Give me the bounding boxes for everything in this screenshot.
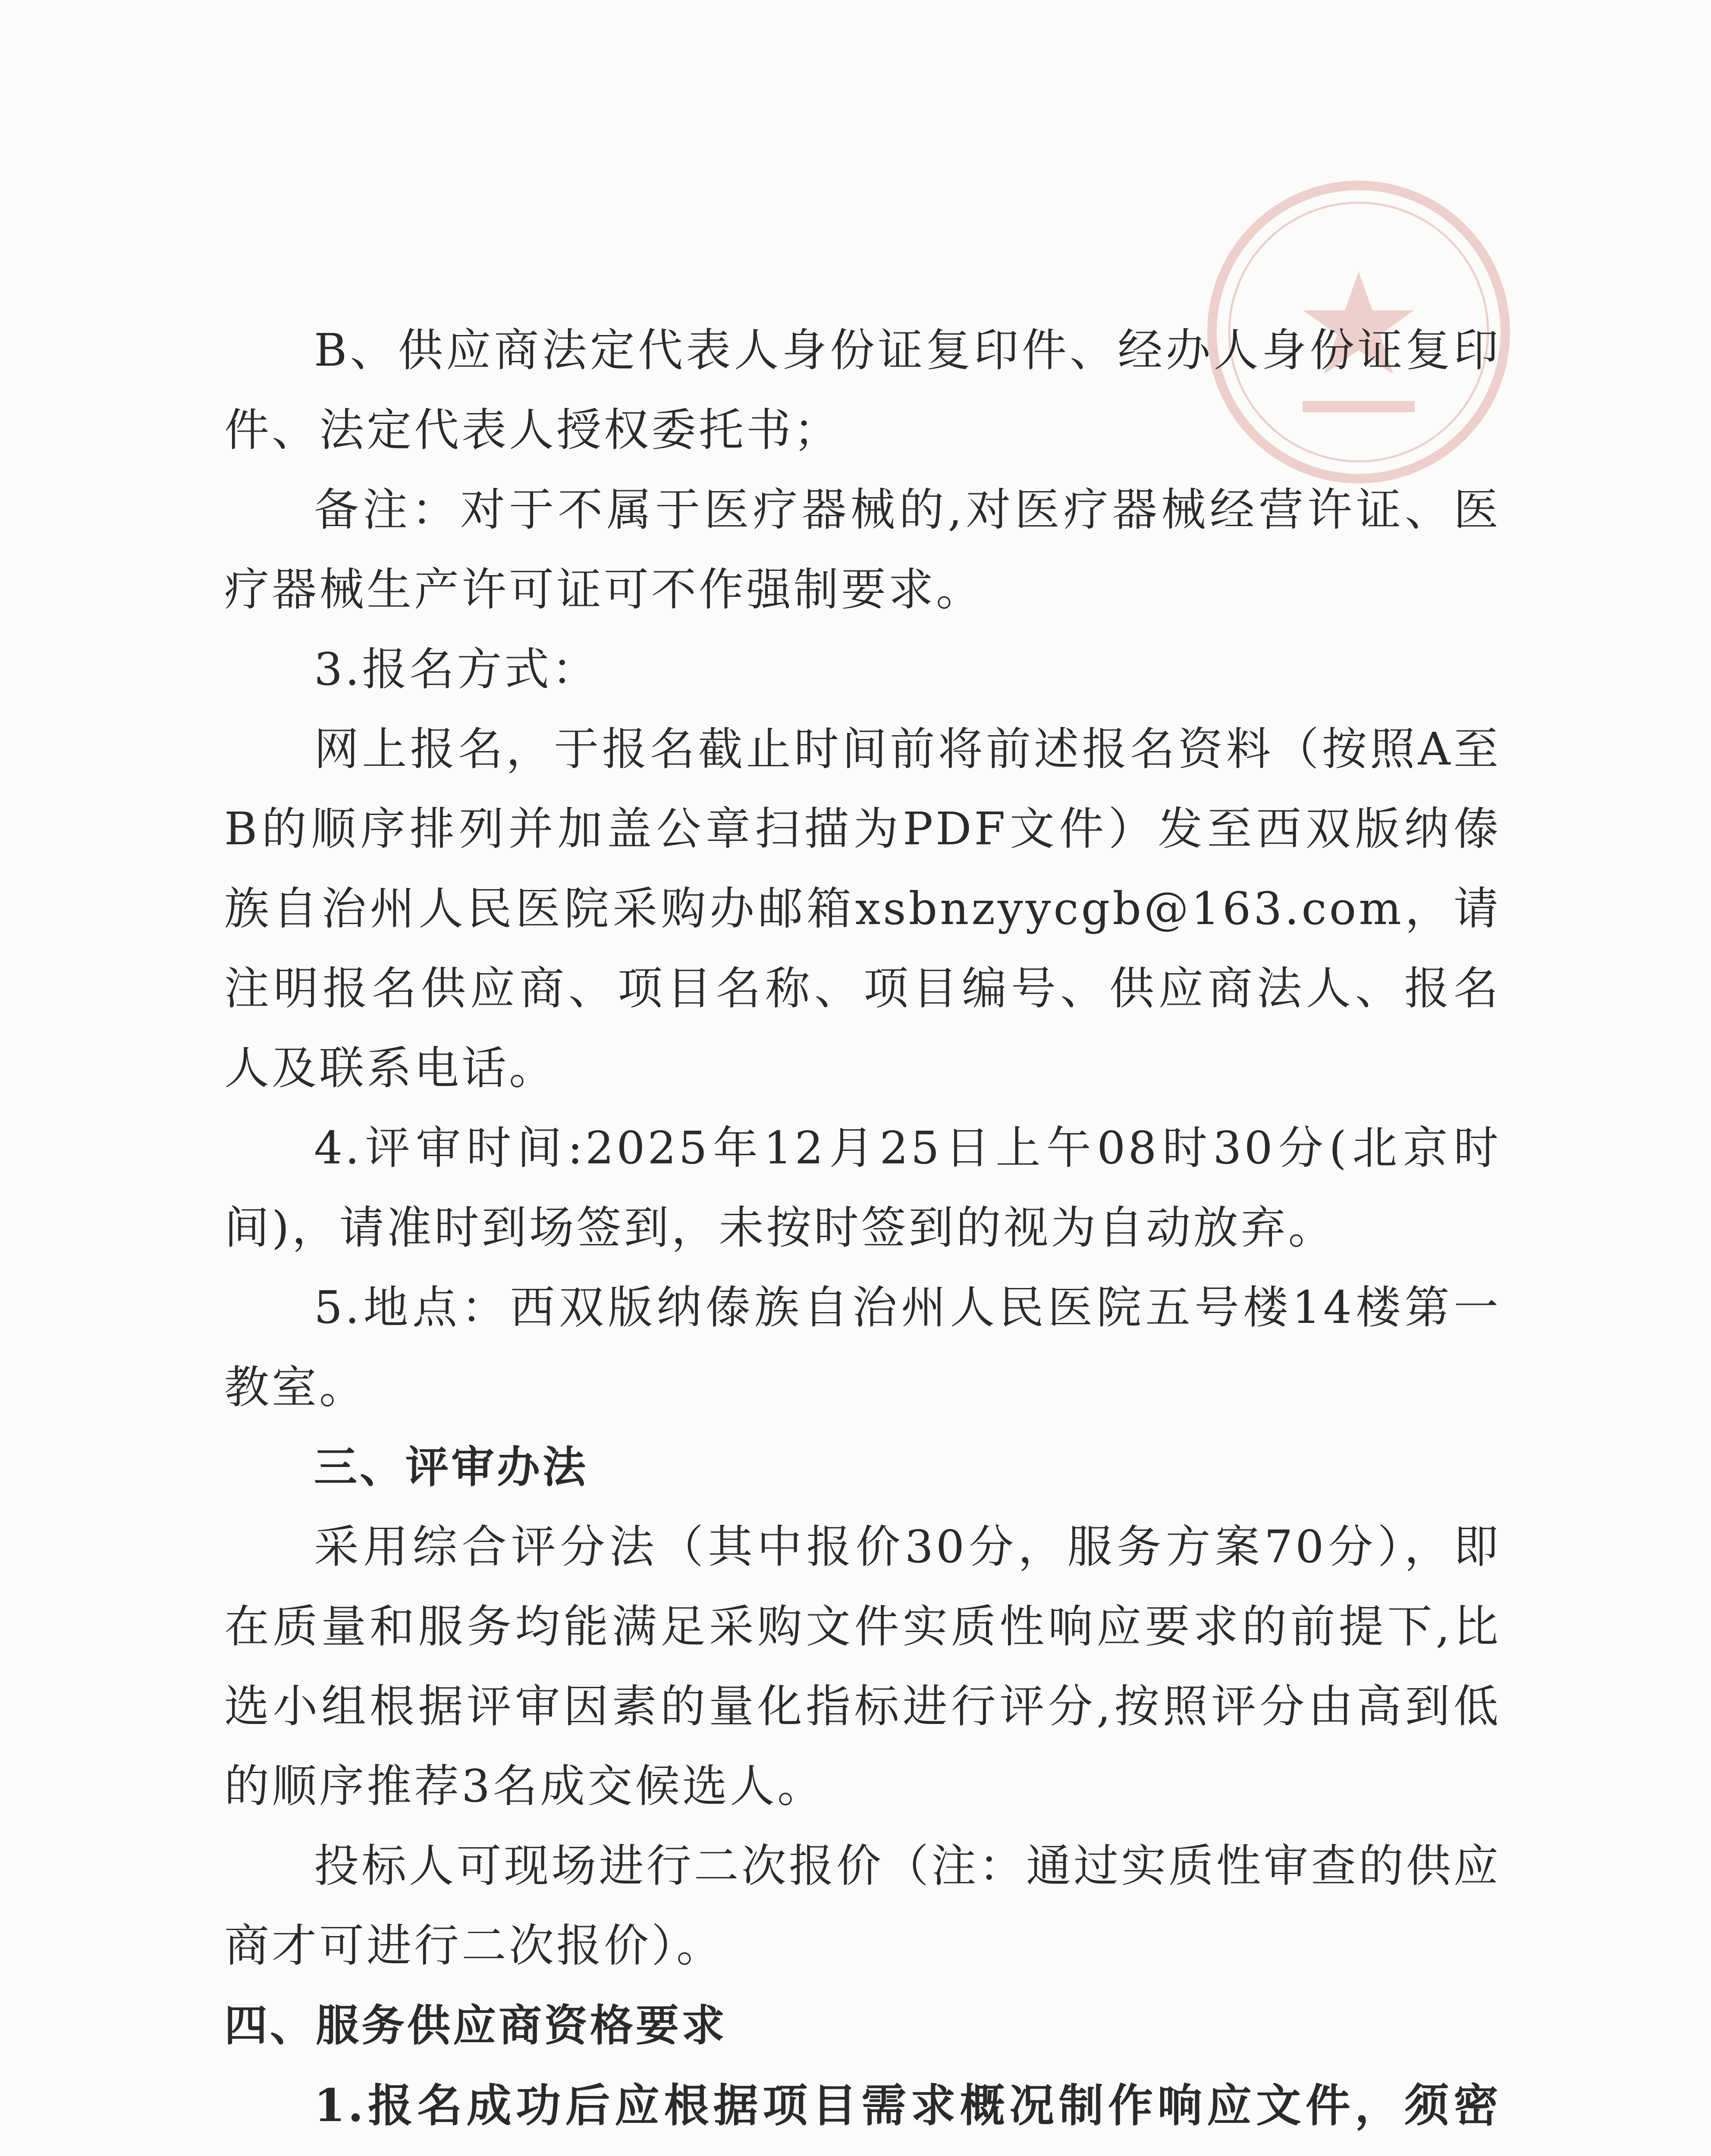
paragraph-review-time: 4.评审时间:2025年12月25日上午08时30分(北京时间)，请准时到场签到，未按时签到的视为自动放弃。 xyxy=(224,1122,1501,1254)
document-body xyxy=(224,310,1501,2156)
paragraph-remark: 备注：对于不属于医疗器械的,对医疗器械经营许证、医疗器械生产许可证可不作强制要求。 xyxy=(224,483,1501,616)
paragraph-location: 5.地点：西双版纳傣族自治州人民医院五号楼14楼第一教室。 xyxy=(224,1281,1501,1413)
section-heading-supplier-qualification: 四、服务供应商资格要求 xyxy=(224,2000,727,2051)
paragraph-response-file-seal: 1.报名成功后应根据项目需求概况制作响应文件，须密 xyxy=(314,2079,1501,2132)
paragraph-scoring-method: 采用综合评分法（其中报价30分，服务方案70分），即在质量和服务均能满足采购文件实质性响应要求的前提下,比选小组根据评审因素的量化指标进行评分,按照评分由高到低的顺序推荐3名成交候选人。 xyxy=(224,1520,1501,1812)
paragraph-second-quote: 投标人可现场进行二次报价（注：通过实质性审查的供应商才可进行二次报价）。 xyxy=(224,1839,1501,1972)
paragraph-b-documents: B、供应商法定代表人身份证复印件、经办人身份证复印件、法定代表人授权委托书； xyxy=(224,324,1501,456)
paragraph-online-registration: 网上报名，于报名截止时间前将前述报名资料（按照A至B的顺序排列并加盖公章扫描为PDF文件）发至西双版纳傣族自治州人民医院采购办邮箱xsbnzyycgb@163.com，请注明报名供应商、项目名称、项目编号、供应商法人、报名人及联系电话。 xyxy=(224,723,1501,1094)
paragraph-registration-method-title: 3.报名方式： xyxy=(314,643,600,696)
section-heading-review-method: 三、评审办法 xyxy=(314,1442,588,1492)
